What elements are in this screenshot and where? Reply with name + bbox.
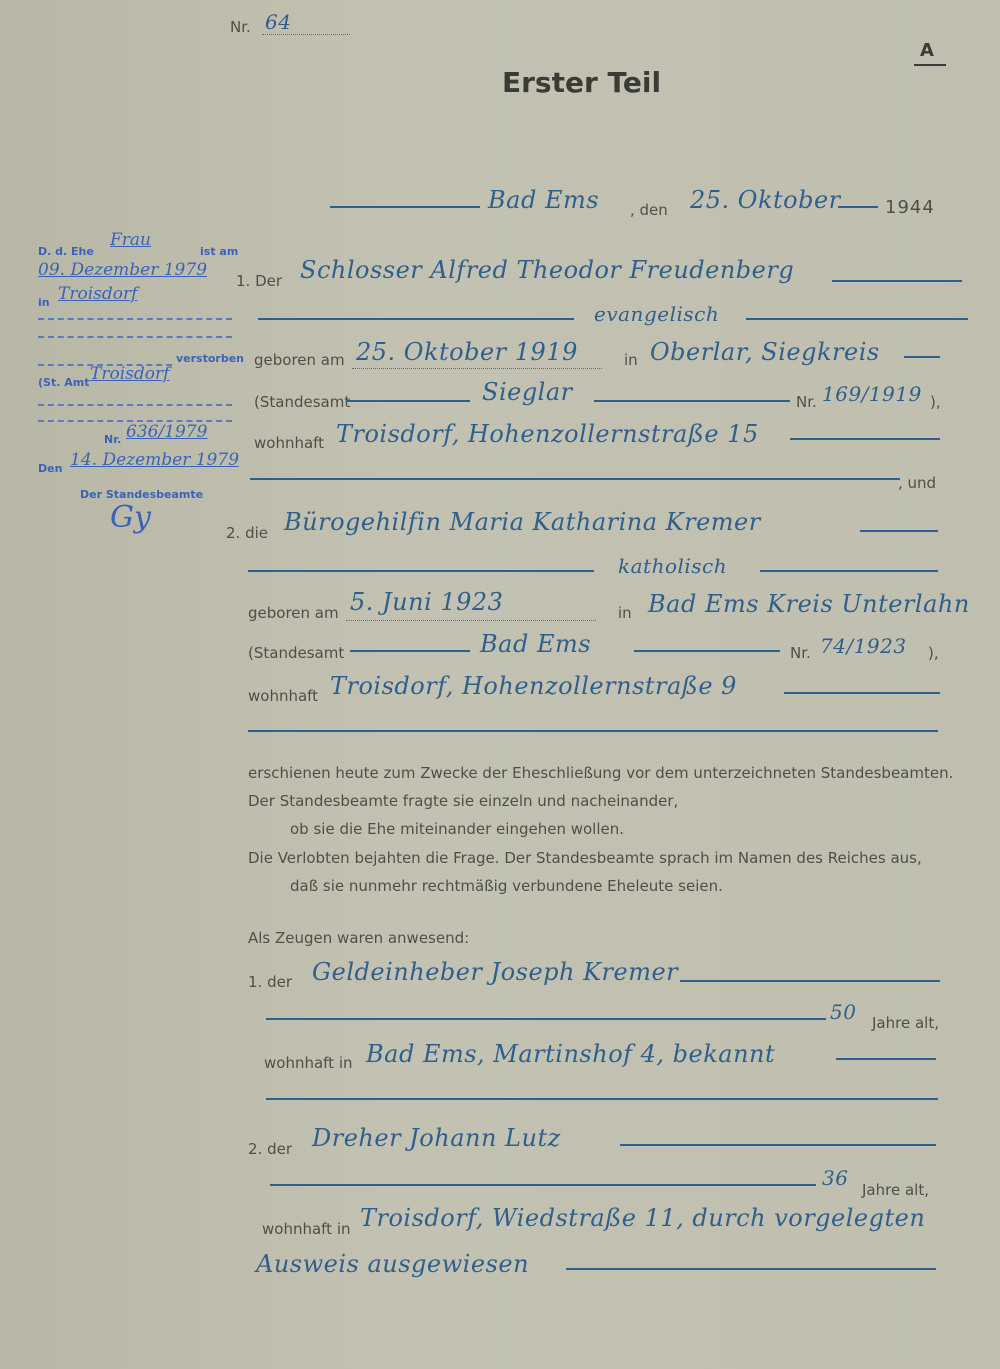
- bride-registry-close: ),: [928, 644, 939, 662]
- dotted-line: [352, 368, 602, 369]
- groom-number: 1. Der: [236, 272, 283, 290]
- bride-registry-label: (Standesamt: [248, 644, 345, 662]
- ink-dash: [760, 570, 938, 572]
- dotted-line: [262, 34, 350, 35]
- witness2-age-label: Jahre alt,: [862, 1181, 929, 1199]
- witness2-number: 2. der: [248, 1140, 292, 1158]
- stamp-dash: [38, 318, 232, 320]
- bride-name: Bürogehilfin Maria Katharina Kremer: [284, 508, 761, 536]
- witness1-residence-label: wohnhaft in: [264, 1054, 353, 1072]
- stamp-hw-den: 14. Dezember 1979: [70, 450, 240, 470]
- bride-born-label: geboren am: [248, 604, 339, 622]
- groom-name: Schlosser Alfred Theodor Freudenberg: [300, 256, 795, 284]
- stamp-hw-place: Troisdorf: [58, 284, 138, 304]
- ink-dash: [258, 318, 574, 320]
- section-letter: A: [920, 40, 934, 61]
- witness2-name: Dreher Johann Lutz: [312, 1124, 561, 1152]
- body-line-1: erschienen heute zum Zwecke der Eheschließung vor dem unterzeichneten Standesbeamten.: [248, 764, 954, 782]
- ink-dash: [330, 206, 480, 208]
- bride-birth-place: Bad Ems Kreis Unterlahn: [648, 590, 970, 618]
- groom-residence: Troisdorf, Hohenzollernstraße 15: [336, 420, 759, 448]
- witnesses-heading: Als Zeugen waren anwesend:: [248, 929, 470, 947]
- bride-residence-label: wohnhaft: [248, 687, 319, 705]
- stamp-hw-frau: Frau: [110, 230, 152, 250]
- groom-nr-label: Nr.: [796, 393, 817, 411]
- date: 25. Oktober: [690, 186, 841, 214]
- stamp-ist-am: ist am: [200, 245, 239, 258]
- body-line-5: daß sie nunmehr rechtmäßig verbundene Eheleute seien.: [290, 877, 723, 895]
- bride-residence: Troisdorf, Hohenzollernstraße 9: [330, 672, 737, 700]
- stamp-in: in: [38, 296, 50, 309]
- ink-dash: [594, 400, 790, 402]
- stamp-hw-date: 09. Dezember 1979: [38, 260, 208, 280]
- ink-dash: [904, 356, 940, 358]
- stamp-verstorben: verstorben: [176, 352, 245, 365]
- page-title: Erster Teil: [502, 66, 662, 99]
- witness1-name: Geldeinheber Joseph Kremer: [312, 958, 679, 986]
- ink-dash: [784, 692, 940, 694]
- dotted-line: [346, 620, 596, 621]
- ink-dash: [248, 570, 594, 572]
- ink-dash: [350, 650, 470, 652]
- groom-born-label: geboren am: [254, 351, 345, 369]
- bride-registry-nr: 74/1923: [820, 634, 907, 658]
- ink-dash: [790, 438, 940, 440]
- ink-dash: [566, 1268, 936, 1270]
- bride-in-label: in: [618, 604, 632, 622]
- witness2-residence-label: wohnhaft in: [262, 1220, 351, 1238]
- witness1-age: 50: [830, 1000, 857, 1024]
- den-label: , den: [630, 201, 668, 219]
- nr-label: Nr.: [230, 18, 251, 36]
- groom-registry-close: ),: [930, 393, 941, 411]
- ink-dash: [248, 730, 938, 732]
- groom-und: , und: [898, 474, 937, 492]
- record-number: 64: [265, 10, 292, 34]
- stamp-nr-label: Nr.: [104, 433, 122, 446]
- groom-registry-label: (Standesamt: [254, 393, 351, 411]
- ink-dash: [746, 318, 968, 320]
- ink-dash: [620, 1144, 936, 1146]
- bride-number: 2. die: [226, 524, 268, 542]
- section-underline: [914, 64, 946, 66]
- stamp-hw-nr: 636/1979: [126, 422, 208, 442]
- place: Bad Ems: [488, 186, 600, 214]
- groom-religion: evangelisch: [594, 302, 720, 326]
- stamp-line1: D. d. Ehe: [38, 245, 94, 258]
- bride-nr-label: Nr.: [790, 644, 811, 662]
- witness2-residence-cont: Ausweis ausgewiesen: [256, 1250, 530, 1278]
- groom-birth-place: Oberlar, Siegkreis: [650, 338, 880, 366]
- stamp-dash: [38, 336, 232, 338]
- body-line-4: Die Verlobten bejahten die Frage. Der Standesbeamte sprach im Namen des Reiches aus,: [248, 849, 922, 867]
- bride-religion: katholisch: [618, 554, 728, 578]
- year: 1944: [885, 197, 935, 218]
- ink-dash: [250, 478, 900, 480]
- ink-dash: [346, 400, 470, 402]
- stamp-den-label: Den: [38, 462, 63, 475]
- ink-dash: [680, 980, 940, 982]
- witness2-residence: Troisdorf, Wiedstraße 11, durch vorgelegten: [360, 1204, 926, 1232]
- ink-dash: [266, 1018, 826, 1020]
- groom-residence-label: wohnhaft: [254, 434, 325, 452]
- body-line-3: ob sie die Ehe miteinander eingehen wollen.: [290, 820, 625, 838]
- stamp-hw-stamt: Troisdorf: [90, 364, 170, 384]
- ink-dash: [634, 650, 780, 652]
- witness2-age: 36: [822, 1166, 849, 1190]
- ink-dash: [270, 1184, 816, 1186]
- witness1-age-label: Jahre alt,: [872, 1014, 939, 1032]
- groom-registry: Sieglar: [482, 378, 573, 406]
- ink-dash: [832, 280, 962, 282]
- stamp-official: Der Standesbeamte: [80, 488, 204, 501]
- ink-dash: [836, 1058, 936, 1060]
- groom-in-label: in: [624, 351, 638, 369]
- ink-dash: [860, 530, 938, 532]
- stamp-dash: [38, 404, 232, 406]
- stamp-stamt-label: (St. Amt: [38, 376, 90, 389]
- ink-dash: [838, 206, 878, 208]
- bride-birth-date: 5. Juni 1923: [350, 588, 504, 616]
- body-line-2: Der Standesbeamte fragte sie einzeln und nacheinander,: [248, 792, 679, 810]
- witness1-residence: Bad Ems, Martinshof 4, bekannt: [366, 1040, 776, 1068]
- stamp-signature: Gy: [110, 500, 151, 535]
- ink-dash: [266, 1098, 938, 1100]
- groom-birth-date: 25. Oktober 1919: [356, 338, 578, 366]
- bride-registry: Bad Ems: [480, 630, 592, 658]
- groom-registry-nr: 169/1919: [822, 382, 922, 406]
- witness1-number: 1. der: [248, 973, 292, 991]
